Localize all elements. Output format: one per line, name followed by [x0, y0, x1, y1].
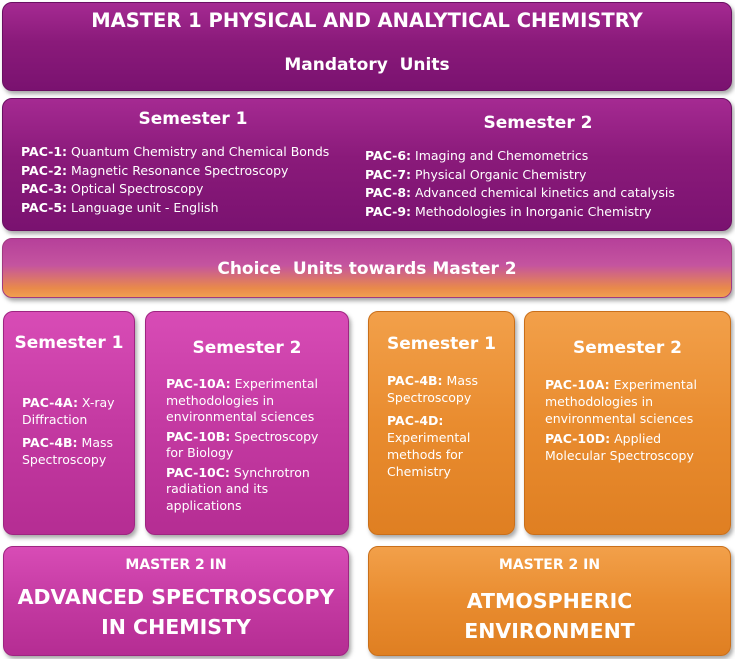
page-subtitle: Mandatory Units: [284, 55, 450, 75]
unit-item: PAC-2: Magnetic Resonance Spectroscopy: [21, 162, 289, 178]
unit-item: PAC-7: Physical Organic Chemistry: [365, 166, 587, 182]
choice-units-band: [2, 238, 732, 298]
mandatory-semester1-title: Semester 1: [138, 109, 248, 129]
master2-spectroscopy-title-line1: ADVANCED SPECTROSCOPY: [17, 585, 335, 609]
unit-item: PAC-4D: Experimental methods for Chemistry: [387, 413, 471, 479]
master2-atmospheric-title-line2: ENVIRONMENT: [464, 619, 635, 643]
master2-spectroscopy-label: MASTER 2 IN: [125, 557, 227, 573]
mandatory-semester2-title: Semester 2: [483, 113, 593, 133]
atmospheric-semester1-list: [387, 372, 506, 486]
unit-item: PAC-4B: Mass Spectroscopy: [22, 435, 114, 467]
spectroscopy-semester1-box: [3, 311, 135, 535]
atmospheric-semester2-list: [545, 376, 720, 467]
master2-atmospheric-label: MASTER 2 IN: [498, 557, 601, 573]
unit-item: PAC-8: Advanced chemical kinetics and catalysis: [365, 185, 675, 200]
unit-item: PAC-1: Quantum Chemistry and Chemical Bonds: [21, 144, 330, 159]
spectroscopy-semester1-title: Semester 1: [14, 333, 124, 353]
unit-item: PAC-10B: Spectroscopy for Biology: [166, 428, 319, 460]
unit-item: PAC-6: Imaging and Chemometrics: [365, 148, 589, 163]
master2-spectroscopy-title-line2: IN CHEMISTY: [101, 615, 251, 639]
page-title: MASTER 1 PHYSICAL AND ANALYTICAL CHEMISTRY: [91, 9, 643, 32]
unit-item: PAC-3: Optical Spectroscopy: [21, 181, 204, 196]
unit-item: PAC-4B: Mass Spectroscopy: [387, 373, 479, 405]
mandatory-semester1-list: [21, 143, 361, 217]
mandatory-semester2-list: [365, 147, 727, 221]
spectroscopy-semester2-title: Semester 2: [192, 338, 302, 358]
master2-atmospheric-title-line1: ATMOSPHERIC: [466, 589, 633, 613]
unit-item: PAC-10A: Experimental methodologies in environmental sciences: [166, 376, 318, 424]
spectroscopy-semester1-list: [22, 394, 128, 474]
atmospheric-semester2-title: Semester 2: [573, 338, 682, 358]
unit-item: PAC-10A: Experimental methodologies in environmental sciences: [545, 377, 697, 426]
unit-item: PAC-10D: Applied Molecular Spectroscopy: [545, 431, 694, 463]
mandatory-units-box: [2, 98, 732, 231]
atmospheric-semester1-box: [368, 311, 515, 535]
master2-atmospheric-box: [368, 546, 731, 656]
spectroscopy-semester2-list: [166, 376, 336, 517]
unit-item: PAC-4A: X-ray Diffraction: [22, 395, 115, 427]
header-box: [2, 2, 732, 91]
choice-units-title: Choice Units towards Master 2: [217, 259, 517, 279]
atmospheric-semester1-title: Semester 1: [387, 334, 496, 354]
atmospheric-semester2-box: [524, 311, 731, 535]
unit-item: PAC-5: Language unit - English: [21, 199, 219, 215]
unit-item: PAC-10C: Synchrotron radiation and its applications: [166, 464, 310, 513]
master2-spectroscopy-box: [3, 546, 349, 656]
spectroscopy-semester2-box: [145, 311, 349, 535]
unit-item: PAC-9: Methodologies in Inorganic Chemistry: [365, 203, 652, 219]
